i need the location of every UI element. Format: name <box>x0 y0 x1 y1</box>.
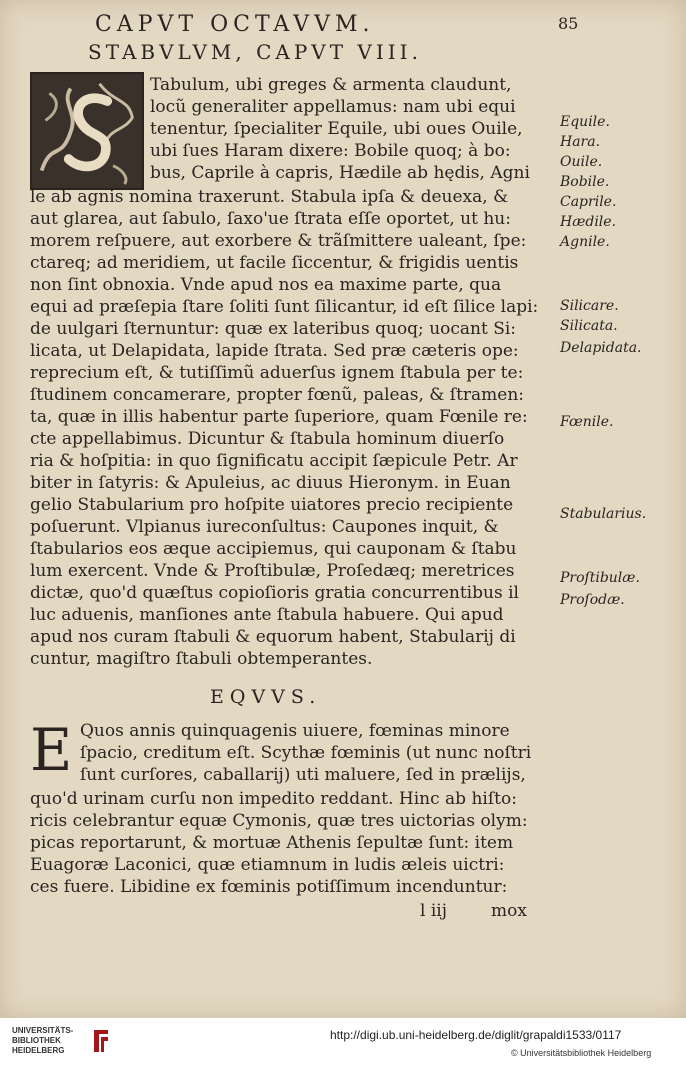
text-line: quo'd urinam curſu non impedito reddant. Hinc ab hiſto: <box>30 789 517 809</box>
library-logo[interactable] <box>12 1026 132 1062</box>
margin-note: Delapidata. <box>560 340 642 356</box>
text-line: ctareq; ad meridiem, ut facile ſiccentur, & frigidis uentis <box>30 253 519 273</box>
margin-note: Ouile. <box>560 154 603 170</box>
margin-note: Equile. <box>560 114 610 130</box>
margin-note: Bobile. <box>560 174 610 190</box>
text-line: ricis celebrantur equæ Cymonis, quæ tres uictorias olym: <box>30 811 528 831</box>
signature-mark: l iij <box>420 901 447 921</box>
margin-note: Silicata. <box>560 318 618 334</box>
signature-and-catchword <box>420 901 527 921</box>
text-line: Tabulum, ubi greges & armenta claudunt, <box>150 75 512 95</box>
text-line: apud nos curam ſtabuli & equorum habent, Stabularij di <box>30 627 516 647</box>
text-line: tenentur, ſpecialiter Equile, ubi oues Ouile, <box>150 119 523 139</box>
initial-letter-e: E <box>30 716 73 784</box>
margin-note: Silicare. <box>560 298 619 314</box>
text-line: Quos annis quinquagenis uiuere, fœminas minore <box>80 721 510 741</box>
chapter-title: STABVLVM, CAPVT VIII. <box>88 40 422 64</box>
margin-note: Proſodæ. <box>560 592 625 608</box>
text-line: non ſint obnoxia. Vnde apud nos ea maxime parte, qua <box>30 275 502 295</box>
copyright-notice: © Universitätsbibliothek Heidelberg <box>511 1048 652 1058</box>
margin-note: Agnile. <box>560 234 610 250</box>
text-line: poſuerunt. Vlpianus iureconſultus: Caupones inquit, & <box>30 517 499 537</box>
ornamental-initial-icon <box>32 74 142 188</box>
margin-note: Proſtibulæ. <box>560 570 640 586</box>
running-head: CAPVT OCTAVVM. <box>95 12 375 37</box>
text-line: reprecium eſt, & tutiſſimũ aduerſus ignem ſtabula per te: <box>30 363 524 383</box>
text-line: Euagoræ Laconici, quæ etiamnum in ludis æleis uictri: <box>30 855 505 875</box>
text-line: gelio Stabularium pro hoſpite uiatores precio recipiente <box>30 495 514 515</box>
catchword: mox <box>491 901 527 921</box>
text-line: cte appellabimus. Dicuntur & ſtabula hominum diuerſo <box>30 429 505 449</box>
library-logo-icon <box>92 1028 110 1054</box>
logo-text: UNIVERSITÄTS- BIBLIOTHEK HEIDELBERG <box>12 1026 74 1055</box>
text-line: ſunt curſores, caballarij) uti maluere, ſed in prælijs, <box>80 765 526 785</box>
section-heading-equus: EQVVS. <box>210 686 322 708</box>
text-line: locũ generaliter appellamus: nam ubi equi <box>150 97 516 117</box>
text-line: bus, Caprile à capris, Hædile ab hędis, Agni <box>150 163 530 183</box>
text-line: ces fuere. Libidine ex fœminis potiſſimum incenduntur: <box>30 877 508 897</box>
margin-note: Caprile. <box>560 194 617 210</box>
text-line: picas reportarunt, & mortuæ Athenis ſepultæ ſunt: item <box>30 833 514 853</box>
text-line: ria & hoſpitia: in quo ſignificatu accipit ſæpicule Petr. Ar <box>30 451 518 471</box>
footer-bar <box>0 1018 686 1069</box>
decorated-initial-s <box>30 72 144 190</box>
text-line: equi ad præſepia ſtare ſoliti ſunt ſilicantur, id eſt ſilice lapi: <box>30 297 539 317</box>
margin-note: Hara. <box>560 134 601 150</box>
text-line: lum exercent. Vnde & Proſtibulæ, Proſedæq; meretrices <box>30 561 515 581</box>
text-line: aut glarea, aut ſabulo, ſaxo'ue ſtrata eſſe oportet, ut hu: <box>30 209 511 229</box>
text-line: dictæ, quo'd quæſtus copioſioris gratia concurrentibus il <box>30 583 519 603</box>
text-line: ubi ſues Haram dixere: Bobile quoq; à bo: <box>150 141 511 161</box>
text-line: de uulgari ſternuntur: quæ ex lateribus quoq; uocant Si: <box>30 319 517 339</box>
margin-note: Fœnile. <box>560 414 614 430</box>
text-line: morem reſpuere, aut exorbere & trãſmittere ualeant, ſpe: <box>30 231 527 251</box>
text-line: biter in ſatyris: & Apuleius, ac diuus Hieronym. in Euan <box>30 473 511 493</box>
folio-number: 85 <box>558 14 579 33</box>
margin-note: Hædile. <box>560 214 617 230</box>
text-line: ſtudinem concamerare, propter fœnũ, paleas, & ſtramen: <box>30 385 525 405</box>
text-line: cuntur, magiſtro ſtabuli obtemperantes. <box>30 649 373 669</box>
margin-note: Stabularius. <box>560 506 647 522</box>
permalink-url[interactable]: http://digi.ub.uni-heidelberg.de/diglit/grapaldi1533/0117 <box>330 1028 622 1042</box>
text-line: ta, quæ in illis habentur parte ſuperiore, quam Fœnile re: <box>30 407 528 427</box>
text-line: ſpacio, creditum eſt. Scythæ fœminis (ut nunc noſtri <box>80 743 532 763</box>
text-line: luc aduenis, manſiones ante ſtabula habuere. Qui apud <box>30 605 504 625</box>
text-line: le ab agnis nomina traxerunt. Stabula ipſa & deuexa, & <box>30 187 509 207</box>
text-line: ſtabularios eos æque accipiemus, qui cauponam & ſtabu <box>30 539 517 559</box>
text-line: licata, ut Delapidata, lapide ſtrata. Sed præ cæteris ope: <box>30 341 519 361</box>
